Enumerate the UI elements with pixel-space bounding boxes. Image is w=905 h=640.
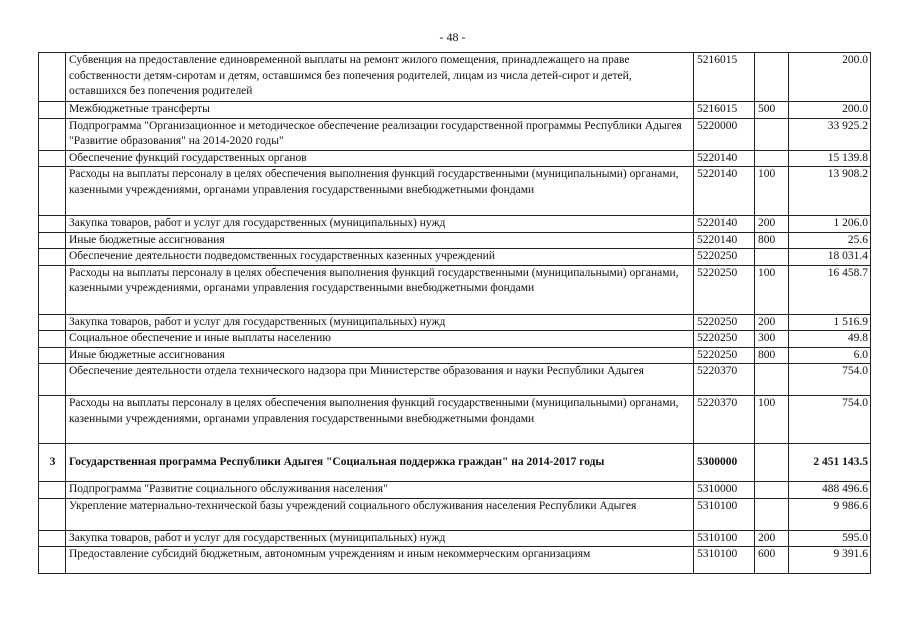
row-expense-type: 100 <box>755 396 789 444</box>
row-number <box>39 167 66 216</box>
row-name: Государственная программа Республики Адыгея "Социальная поддержка граждан" на 2014-2017 годы <box>66 444 694 482</box>
row-code: 5220140 <box>694 150 755 167</box>
row-number <box>39 150 66 167</box>
row-name: Подпрограмма "Организационное и методическое обеспечение реализации государственной программы Республики Адыгея "Развитие образования" на 2014-2020 годы" <box>66 118 694 150</box>
table-row <box>39 249 871 266</box>
row-amount: 754.0 <box>789 396 871 444</box>
row-expense-type <box>755 150 789 167</box>
table-row <box>39 498 871 530</box>
row-code: 5310100 <box>694 530 755 547</box>
row-name: Закупка товаров, работ и услуг для государственных (муниципальных) нужд <box>66 216 694 233</box>
row-name: Подпрограмма "Развитие социального обслуживания населения" <box>66 482 694 499</box>
row-expense-type: 300 <box>755 331 789 348</box>
row-amount: 18 031.4 <box>789 249 871 266</box>
row-name: Закупка товаров, работ и услуг для государственных (муниципальных) нужд <box>66 530 694 547</box>
row-code: 5220250 <box>694 265 755 314</box>
row-amount: 754.0 <box>789 364 871 396</box>
table-row <box>39 396 871 444</box>
row-code: 5220140 <box>694 232 755 249</box>
row-expense-type: 800 <box>755 232 789 249</box>
table-row <box>39 232 871 249</box>
row-expense-type <box>755 118 789 150</box>
row-expense-type: 100 <box>755 265 789 314</box>
table-row <box>39 347 871 364</box>
row-expense-type: 100 <box>755 167 789 216</box>
row-code: 5220250 <box>694 331 755 348</box>
row-amount: 2 451 143.5 <box>789 444 871 482</box>
row-code: 5220250 <box>694 249 755 266</box>
row-amount: 15 139.8 <box>789 150 871 167</box>
row-name: Субвенция на предоставление единовременной выплаты на ремонт жилого помещения, принадлежащего на праве собственности детям-сиротам и детям, оставшимся без попечения родителей, лицам из числа детей-сирот и детей, оставшихся без попечения родителей <box>66 53 694 102</box>
row-amount: 13 908.2 <box>789 167 871 216</box>
table-row <box>39 530 871 547</box>
row-name: Расходы на выплаты персоналу в целях обеспечения выполнения функций государственными (муниципальными) органами, казенными учреждениями, органами управления государственными внебюджетными фондами <box>66 396 694 444</box>
budget-table <box>38 52 871 574</box>
row-amount: 6.0 <box>789 347 871 364</box>
row-expense-type: 200 <box>755 530 789 547</box>
row-expense-type <box>755 498 789 530</box>
row-expense-type: 500 <box>755 102 789 119</box>
row-amount: 200.0 <box>789 102 871 119</box>
row-expense-type <box>755 444 789 482</box>
row-code: 5310000 <box>694 482 755 499</box>
row-name: Расходы на выплаты персоналу в целях обеспечения выполнения функций государственными (муниципальными) органами, казенными учреждениями, органами управления государственными внебюджетными фондами <box>66 167 694 216</box>
row-expense-type: 200 <box>755 216 789 233</box>
row-code: 5220140 <box>694 167 755 216</box>
row-expense-type: 600 <box>755 547 789 574</box>
row-expense-type: 800 <box>755 347 789 364</box>
row-name: Закупка товаров, работ и услуг для государственных (муниципальных) нужд <box>66 314 694 331</box>
table-row-program <box>39 444 871 482</box>
row-code: 5300000 <box>694 444 755 482</box>
row-code: 5220370 <box>694 364 755 396</box>
row-name: Укрепление материально-технической базы учреждений социального обслуживания населения Республики Адыгея <box>66 498 694 530</box>
table-row <box>39 265 871 314</box>
row-amount: 16 458.7 <box>789 265 871 314</box>
row-amount: 9 391.6 <box>789 547 871 574</box>
row-name: Обеспечение деятельности отдела технического надзора при Министерстве образования и науки Республики Адыгея <box>66 364 694 396</box>
row-name: Расходы на выплаты персоналу в целях обеспечения выполнения функций государственными (муниципальными) органами, казенными учреждениями, органами управления государственными внебюджетными фондами <box>66 265 694 314</box>
table-row <box>39 118 871 150</box>
row-amount: 25.6 <box>789 232 871 249</box>
table-row <box>39 53 871 102</box>
row-name: Социальное обеспечение и иные выплаты населению <box>66 331 694 348</box>
row-number: 3 <box>39 444 66 482</box>
row-amount: 33 925.2 <box>789 118 871 150</box>
row-number <box>39 53 66 102</box>
row-expense-type <box>755 364 789 396</box>
row-number <box>39 331 66 348</box>
table-row <box>39 482 871 499</box>
table-row <box>39 331 871 348</box>
row-amount: 200.0 <box>789 53 871 102</box>
row-number <box>39 530 66 547</box>
row-expense-type: 200 <box>755 314 789 331</box>
row-number <box>39 118 66 150</box>
table-row <box>39 102 871 119</box>
row-code: 5310100 <box>694 547 755 574</box>
row-number <box>39 547 66 574</box>
row-expense-type <box>755 249 789 266</box>
table-row <box>39 547 871 574</box>
row-amount: 9 986.6 <box>789 498 871 530</box>
table-row <box>39 167 871 216</box>
row-number <box>39 265 66 314</box>
row-code: 5216015 <box>694 53 755 102</box>
row-code: 5220140 <box>694 216 755 233</box>
row-amount: 488 496.6 <box>789 482 871 499</box>
row-number <box>39 482 66 499</box>
row-code: 5220250 <box>694 314 755 331</box>
table-row <box>39 314 871 331</box>
row-number <box>39 232 66 249</box>
row-number <box>39 347 66 364</box>
row-code: 5220000 <box>694 118 755 150</box>
table-row <box>39 364 871 396</box>
row-code: 5310100 <box>694 498 755 530</box>
table-row <box>39 150 871 167</box>
row-name: Предоставление субсидий бюджетным, автономным учреждениям и иным некоммерческим организациям <box>66 547 694 574</box>
row-number <box>39 102 66 119</box>
row-name: Обеспечение деятельности подведомственных государственных казенных учреждений <box>66 249 694 266</box>
row-number <box>39 396 66 444</box>
row-number <box>39 364 66 396</box>
row-name: Обеспечение функций государственных органов <box>66 150 694 167</box>
row-amount: 49.8 <box>789 331 871 348</box>
row-name: Иные бюджетные ассигнования <box>66 347 694 364</box>
row-expense-type <box>755 53 789 102</box>
row-name: Иные бюджетные ассигнования <box>66 232 694 249</box>
row-code: 5220250 <box>694 347 755 364</box>
row-name: Межбюджетные трансферты <box>66 102 694 119</box>
row-number <box>39 498 66 530</box>
row-code: 5216015 <box>694 102 755 119</box>
table-row <box>39 216 871 233</box>
row-number <box>39 216 66 233</box>
row-amount: 595.0 <box>789 530 871 547</box>
row-number <box>39 314 66 331</box>
row-code: 5220370 <box>694 396 755 444</box>
row-amount: 1 206.0 <box>789 216 871 233</box>
page-number: - 48 - <box>439 30 466 44</box>
row-number <box>39 249 66 266</box>
row-expense-type <box>755 482 789 499</box>
row-amount: 1 516.9 <box>789 314 871 331</box>
